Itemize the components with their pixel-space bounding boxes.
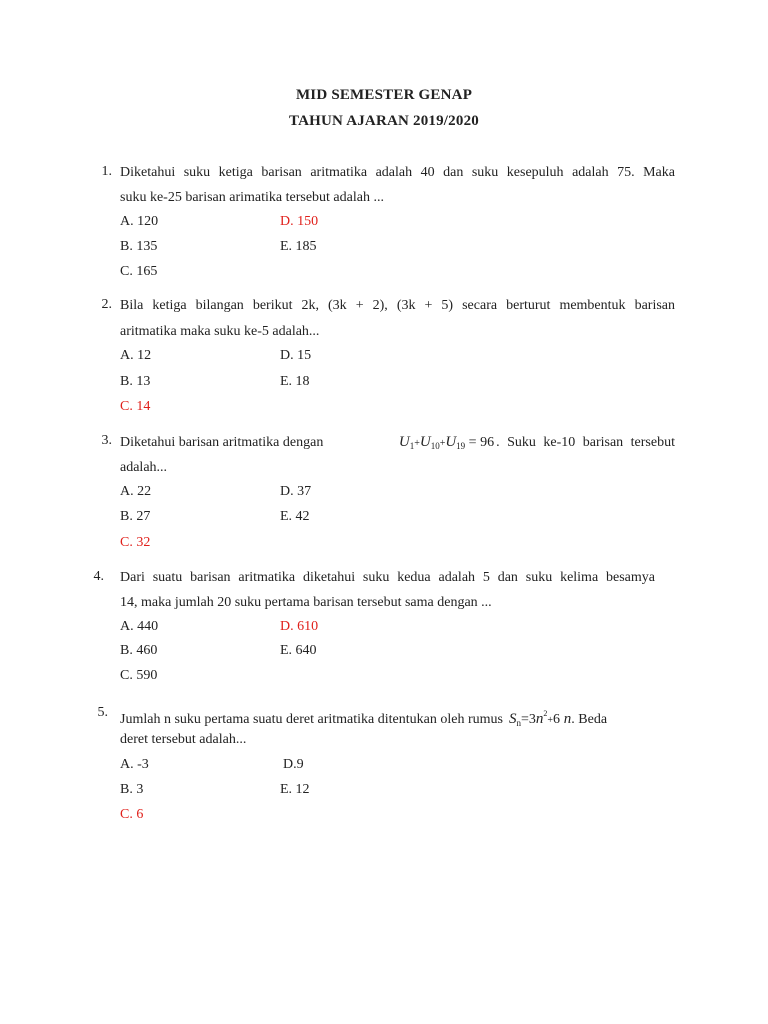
question-text-segment: Diketahui barisan aritmatika dengan — [120, 435, 324, 450]
question-text-line: Dari suatu barisan aritmatika diketahui suku kedua adalah 5 dan suku kelima besamya — [120, 570, 655, 585]
option-d-answer: D. 150 — [280, 214, 319, 229]
option-d: D.9 — [283, 757, 304, 772]
question-text-line: Bila ketiga bilangan berikut 2k, (3k + 2), (3k + 5) secara berturut membentuk barisan — [120, 298, 675, 313]
option-d-answer: D. 610 — [280, 619, 319, 634]
option-a: A. 120 — [120, 214, 159, 229]
exam-title: MID SEMESTER GENAP — [295, 87, 473, 103]
question-text-line: aritmatika maka suku ke-5 adalah... — [120, 324, 320, 339]
question-text-segment: . Suku ke-10 barisan tersebut — [496, 435, 675, 450]
question-text-line: Diketahui suku ketiga barisan aritmatika adalah 40 dan suku kesepuluh adalah 75. Maka — [120, 165, 675, 180]
academic-year-title: TAHUN AJARAN 2019/2020 — [289, 113, 479, 129]
option-a: A. -3 — [120, 757, 149, 772]
question-text-segment: Jumlah n suku pertama suatu deret aritmatika ditentukan oleh rumus — [120, 712, 503, 727]
option-e: E. 640 — [280, 643, 317, 658]
question-text-segment: . Beda — [571, 712, 608, 727]
question-text-line — [120, 705, 675, 732]
option-e: E. 42 — [280, 509, 310, 524]
equation: $U_1+U_{10}+U_{19} = 96$ — [398, 434, 495, 451]
question-text-line: suku ke-25 barisan arimatika tersebut adalah ... — [120, 190, 384, 205]
option-c-answer: C. 14 — [120, 399, 151, 414]
question-number: 1. — [101, 164, 112, 179]
option-b: B. 135 — [120, 239, 158, 254]
option-c: C. 165 — [120, 264, 158, 279]
option-b: B. 460 — [120, 643, 158, 658]
question-number: 2. — [101, 297, 112, 312]
option-a: A. 12 — [120, 348, 152, 363]
option-e: E. 18 — [280, 374, 310, 389]
option-d: D. 15 — [280, 348, 312, 363]
option-a: A. 22 — [120, 484, 152, 499]
question-text-line: deret tersebut adalah... — [120, 732, 247, 747]
question-text-line — [120, 433, 675, 455]
option-e: E. 185 — [280, 239, 317, 254]
option-c-answer: C. 32 — [120, 535, 151, 550]
option-b: B. 3 — [120, 782, 144, 797]
question-text-pre — [120, 434, 391, 452]
question-number: 4. — [93, 569, 104, 584]
option-a: A. 440 — [120, 619, 159, 634]
question-number: 3. — [101, 433, 112, 448]
question-number: 5. — [97, 705, 108, 720]
option-c: C. 590 — [120, 668, 158, 683]
option-b: B. 27 — [120, 509, 151, 524]
option-b: B. 13 — [120, 374, 151, 389]
equation: $S_n=3n^2+6$ n — [508, 709, 572, 728]
option-e: E. 12 — [280, 782, 310, 797]
option-d: D. 37 — [280, 484, 312, 499]
option-c-answer: C. 6 — [120, 807, 144, 822]
question-text-line: 14, maka jumlah 20 suku pertama barisan tersebut sama dengan ... — [120, 595, 492, 610]
question-text-line: adalah... — [120, 460, 168, 475]
